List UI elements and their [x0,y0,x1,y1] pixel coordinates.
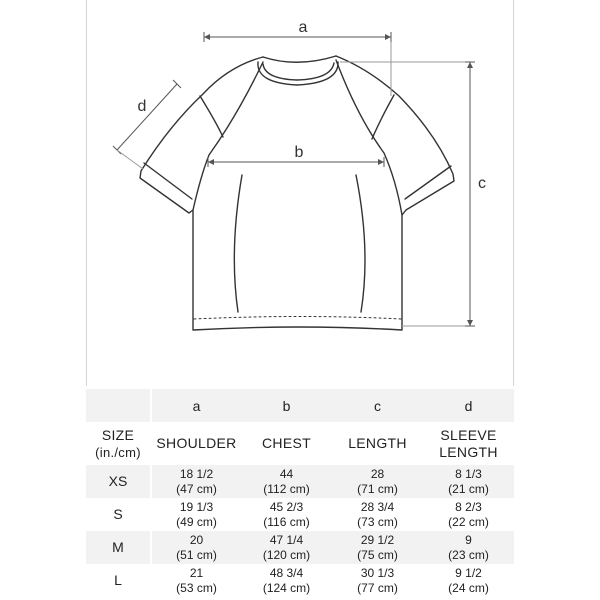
tshirt-outline [137,56,454,330]
table-cell [151,498,241,531]
value-cm: (116 cm) [263,514,310,529]
value-cm: (49 cm) [176,514,217,529]
value-cm: (53 cm) [176,580,217,595]
label-b: b [294,144,304,161]
table-cell [423,498,514,531]
label-c: c [478,175,486,192]
table-cell [423,564,514,597]
size-column-header [86,422,151,465]
value-in: 19 1/3 [179,499,214,514]
size-m: M [86,531,151,564]
value-cm: (71 cm) [357,481,398,496]
sleeve-header-line-2: LENGTH [439,443,498,460]
table-cell [332,531,423,564]
value-in: 44 [279,466,294,481]
value-in: 21 [189,565,204,580]
size-l: L [86,564,151,597]
value-in: 8 2/3 [455,499,482,514]
letter-d: d [464,397,473,414]
table-row [86,465,514,498]
chest-header: CHEST [262,435,311,451]
header-row [86,422,514,465]
sleeve-length-header [423,422,514,465]
value-in: 28 3/4 [360,499,395,514]
shoulder-header: SHOULDER [156,435,237,451]
value-cm: (47 cm) [176,481,217,496]
tshirt-diagram [86,0,514,386]
table-cell [241,498,332,531]
table-cell [332,465,423,498]
table-cell [151,465,241,498]
sleeve-header-line-1: SLEEVE [440,426,497,443]
value-cm: (73 cm) [357,514,398,529]
value-in: 48 3/4 [269,565,304,580]
value-cm: (112 cm) [263,481,310,496]
value-cm: (22 cm) [448,514,489,529]
tshirt-sketch [1,0,600,386]
label-a: a [298,19,308,36]
value-in: 29 1/2 [360,532,395,547]
size-heading: SIZE [101,426,135,443]
table-cell [241,564,332,597]
table-cell [241,531,332,564]
letter-a: a [192,397,201,414]
value-in: 47 1/4 [269,532,304,547]
table-cell [241,465,332,498]
table-cell [332,498,423,531]
value-in: 9 1/2 [455,565,482,580]
value-cm: (124 cm) [262,580,311,595]
label-d: d [137,98,147,115]
value-in: 8 1/3 [455,466,482,481]
table-row [86,531,514,564]
size-unit: (in./cm) [95,444,141,460]
letter-c: c [374,397,381,414]
table-cell [332,564,423,597]
value-cm: (21 cm) [448,481,489,496]
table-cell [423,465,514,498]
value-cm: (120 cm) [262,547,311,562]
table-cell [151,564,241,597]
letter-b: b [282,397,291,414]
value-in: 20 [189,532,204,547]
value-in: 28 [370,466,385,481]
value-cm: (75 cm) [357,547,398,562]
value-in: 30 1/3 [360,565,395,580]
value-in: 9 [465,532,472,547]
value-in: 45 2/3 [269,499,304,514]
table-cell [423,531,514,564]
length-header: LENGTH [348,435,407,451]
value-in: 18 1/2 [179,466,214,481]
table-cell [151,531,241,564]
table-row [86,564,514,597]
letter-row [86,389,514,422]
value-cm: (51 cm) [176,547,217,562]
size-chart-table [86,389,515,597]
value-cm: (23 cm) [448,547,489,562]
size-s: S [86,498,151,531]
value-cm: (24 cm) [448,580,489,595]
letter-empty [86,389,151,422]
dimension-lines [113,32,475,326]
table-row [86,498,514,531]
size-xs: XS [86,465,151,498]
value-cm: (77 cm) [357,580,398,595]
